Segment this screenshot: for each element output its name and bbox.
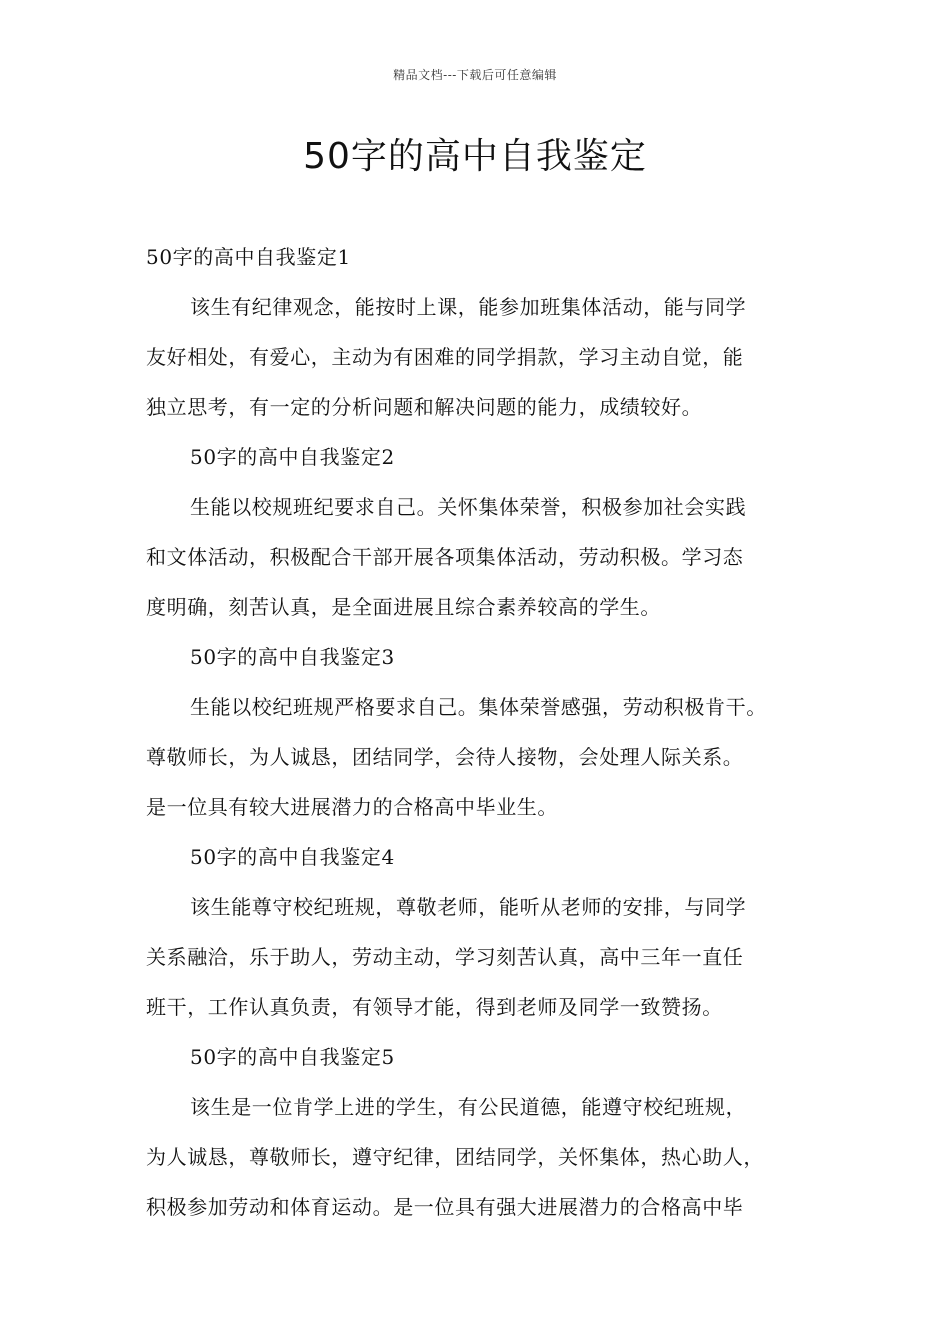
paragraph-line: 积极参加劳动和体育运动。是一位具有强大进展潜力的合格高中毕 bbox=[146, 1195, 744, 1219]
paragraph-line: 该生是一位肯学上进的学生，有公民道德，能遵守校纪班规， bbox=[190, 1095, 747, 1119]
section-heading-1: 50字的高中自我鉴定1 bbox=[146, 245, 351, 269]
section-heading-2: 50字的高中自我鉴定2 bbox=[190, 445, 395, 469]
paragraph-line: 该生有纪律观念，能按时上课，能参加班集体活动，能与同学 bbox=[190, 295, 747, 319]
header-note: 精品文档---下载后可任意编辑 bbox=[393, 68, 557, 82]
section-heading-3: 50字的高中自我鉴定3 bbox=[190, 645, 395, 669]
paragraph-line: 是一位具有较大进展潜力的合格高中毕业生。 bbox=[146, 795, 558, 819]
paragraph-line: 独立思考，有一定的分析问题和解决问题的能力，成绩较好。 bbox=[146, 395, 703, 419]
paragraph-line: 友好相处，有爱心，主动为有困难的同学捐款，学习主动自觉，能 bbox=[146, 345, 744, 369]
paragraph-line: 关系融洽，乐于助人，劳动主动，学习刻苦认真，高中三年一直任 bbox=[146, 945, 744, 969]
paragraph-line: 班干，工作认真负责，有领导才能，得到老师及同学一致赞扬。 bbox=[146, 995, 723, 1019]
paragraph-line: 该生能尊守校纪班规，尊敬老师，能听从老师的安排，与同学 bbox=[190, 895, 747, 919]
document-body bbox=[146, 232, 826, 1232]
section-heading-4: 50字的高中自我鉴定4 bbox=[190, 845, 395, 869]
paragraph-line: 生能以校纪班规严格要求自己。集体荣誉感强，劳动积极肯干。 bbox=[190, 695, 767, 719]
paragraph-line: 生能以校规班纪要求自己。关怀集体荣誉，积极参加社会实践 bbox=[190, 495, 747, 519]
section-heading-5: 50字的高中自我鉴定5 bbox=[190, 1045, 395, 1069]
paragraph-line: 和文体活动，积极配合干部开展各项集体活动，劳动积极。学习态 bbox=[146, 545, 744, 569]
paragraph-line: 尊敬师长，为人诚恳，团结同学，会待人接物，会处理人际关系。 bbox=[146, 745, 744, 769]
paragraph-line: 度明确，刻苦认真，是全面进展且综合素养较高的学生。 bbox=[146, 595, 661, 619]
document-title: 50字的高中自我鉴定 bbox=[303, 136, 647, 177]
paragraph-line: 为人诚恳，尊敬师长，遵守纪律，团结同学，关怀集体，热心助人， bbox=[146, 1145, 764, 1169]
